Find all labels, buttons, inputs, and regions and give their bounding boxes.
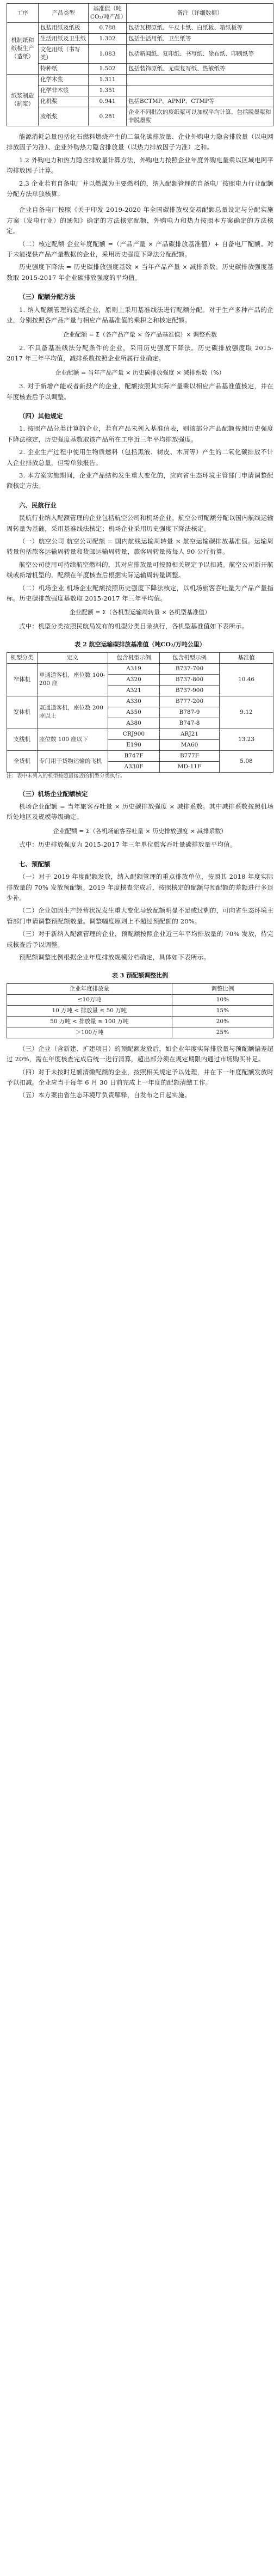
formula: 企业配额 = Σ（各机场旅客吞吐量 × 历史排放强度 × 减排系数） [53,827,227,835]
class-cell: 全货机 [7,750,38,772]
body-paragraph: （一）航空公司 航空公司配额 = 国内航线运输周转量 × 航空运输碳排放基准值。运输周转量包括旅客运输周转量和货邮运输周转量，旅客周转量按每人 90 公斤折算。 [7,537,273,556]
note-cell [127,75,273,85]
ratio-cell: 25% [172,1027,273,1038]
baseline-table [7,3,273,126]
note-cell: 包括生活用纸、卫生纸等 [127,34,273,45]
note-cell [127,85,273,96]
body-paragraph: （二）核定配额 企业年度配额 =（产品产量 × 产品碳排放基准值）+ 自备电厂配额。对于未能提供产品产量数据的企业，采用历史强度下降法分配配额。 [7,240,273,259]
value-cell: 1.311 [89,75,127,85]
body-paragraph: 1. 纳入配额管理的造纸企业，原则上采用基准线法进行配额分配。对于生产多种产品的企业，分别按照各产品产量与相应产品基准值的乘积之和核定配额。 [7,305,273,325]
table-row [7,696,273,707]
table-row [7,663,273,674]
table-header-row [7,983,273,994]
col-header-note: 备注（详细数据） [127,4,273,23]
section-heading: （三）机场企业配额核定 [19,790,88,798]
model-cell: A350 [108,707,160,718]
value-cell: 0.941 [89,96,127,107]
model-cell: B737-900 [160,685,220,696]
body-paragraph: 1.2 外购电力和热力隐含排放量计算方法，外购电力按照企业年度外购电量乘以区域电网平均排放因子计算。 [7,156,273,175]
note-cell: 包括新闻纸、复印纸、书写纸、涂布纸、印刷纸等 [127,45,273,64]
body-paragraph: 预配额调整比例根据企业年度排放规模分档确定，具体如下表所示。 [19,953,210,961]
table-row [7,1027,273,1038]
type-cell: 废纸浆 [39,107,89,126]
body-paragraph: 1. 按照产品分类计算的企业，若有产品未列入基准值表，则该部分产品配额按照历史强度下降法核定，历史强度基数取该产品所在工序近三年平均排放强度。 [7,425,273,443]
formula: 企业配额 = Σ（各机型运输周转量 × 各机型基准值） [69,609,211,616]
model-cell: B747F [108,750,160,761]
body-paragraph: （一）对于 2019 年度配额发放，纳入配额管理的重点排放单位，按照其 2018 年度实际排放量的 70% 发放预配额。2019 年度核查完成后，按照核定的配额与预配额的差额进行多退少补。 [7,873,273,902]
value-cell: 1.502 [89,64,127,75]
col-header-value: 基准值（吨CO₂/吨产品） [89,4,127,23]
def-cell: 座位数 100 座以下 [38,729,108,750]
table-row [7,34,273,45]
value-cell: 1.083 [89,45,127,64]
body-paragraph: 机场企业配额 = 当年旅客吞吐量 × 历史碳排放强度 × 减排系数。其中减排系数按照机场所处地区及规模等级确定。 [7,803,273,821]
value-cell: 5.08 [220,750,273,772]
class-cell: 支线机 [7,729,38,750]
ratio-cell: 15% [172,1005,273,1016]
formula: 企业配额 = Σ（各产品产量 × 各产品基准值）× 调整系数 [63,331,217,338]
note-cell: 企业不同批次的废纸浆可以加权平均计算，包括脱墨浆和非脱墨浆 [127,107,273,126]
type-cell: 文化用纸（书写类） [39,45,89,64]
body-paragraph: （三）对于新纳入配额管理的企业，预配额按照企业近三年平均排放量的 70% 发放，待完成核查后予以调整。 [7,930,273,949]
model-cell: A380 [108,718,160,729]
table-header-row [7,652,273,663]
table-row [7,23,273,34]
note-cell: 包括瓦楞原纸、牛皮卡纸、白纸板、箱纸板等 [127,23,273,34]
type-cell: 生活用纸及卫生纸 [39,34,89,45]
body-paragraph: （五）本方案由省生态环境厅负责解释，自发布之日起实施。 [19,1091,191,1099]
value-cell: 10.46 [220,663,273,696]
type-cell: 化学木浆 [39,75,89,85]
table-row [7,85,273,96]
body-paragraph: 能源消耗总量包括化石燃料燃烧产生的二氧化碳排放量、企业外购电力隐含排放量（以电网排放因子为准）、企业外购热力隐含排放量（以热力排放因子为准）之和。 [7,133,273,151]
body-paragraph: 航空公司使用可持续航空燃料的，其对应排放量可按照相关规定予以扣减。航空公司新开航线或新增机型的，配额在年度核查后根据实际运输周转量调整。 [7,560,273,579]
body-paragraph: 式中：机型分类按照民航局发布的机型分类目录执行，各机型基准值如下表所示。 [19,622,248,630]
adjustment-ratio-table [7,983,273,1038]
col-header-class: 机型分类 [7,652,38,663]
table-row [7,729,273,739]
section-heading: （四）其他规定 [19,412,63,420]
note-cell: 包括BCTMP、APMP、CTMP等 [127,96,273,107]
range-cell: ≤10万吨 [7,994,172,1005]
col-header-ratio: 调整比例 [172,983,273,994]
model-cell: B777-200 [160,696,220,707]
model-cell: CRJ900 [108,729,160,739]
type-cell: 化机浆 [39,96,89,107]
model-cell: B777F [160,750,220,761]
model-cell: B747-8 [160,718,220,729]
class-cell: 宽体机 [7,696,38,729]
table-row [7,750,273,761]
type-cell: 化学非木浆 [39,85,89,96]
def-cell: 单通道客机，座位数 100-200 座 [38,663,108,696]
table-row [7,107,273,126]
table-header-row [7,4,273,23]
process-cell: 机制纸和纸板生产（造纸） [7,23,39,75]
body-paragraph: 民航行业纳入配额管理的企业包括航空公司和机场企业。航空公司配额分配以国内航线运输周转量为基础，采用基准线法核定；机场企业采用历史强度下降法核定。 [7,514,273,533]
col-header-value: 基准值 [220,652,273,663]
range-cell: 50 万吨 < 排放量 ≤ 100 万吨 [7,1016,172,1027]
ratio-cell: 10% [172,994,273,1005]
col-header-model: 包含机型示例 [108,652,160,663]
model-cell: E190 [108,739,160,750]
type-cell: 包装用纸及纸板 [39,23,89,34]
col-header-range: 企业年度排放量 [7,983,172,994]
section-heading: 六、民航行业 [19,501,57,509]
col-header-model: 包含机型示例 [160,652,220,663]
note-cell: 包括装饰原纸、无碳复写纸、热敏纸等 [127,64,273,75]
model-cell: A330 [108,696,160,707]
aircraft-baseline-table [7,652,273,773]
table-caption: 表 3 预配额调整比例 [111,972,169,980]
section-heading: 七、预配额 [19,860,51,868]
table-row [7,1005,273,1016]
model-cell: B737-800 [160,674,220,685]
model-cell: MA60 [160,739,220,750]
value-cell: 1.351 [89,85,127,96]
body-paragraph: （二）机场企业 机场企业配额按照历史强度下降法核定，以机场旅客吞吐量为产品产量指标。历史碳排放强度基数取 2015-2017 年三年平均值。 [7,584,273,603]
model-cell: B787-9 [160,707,220,718]
body-paragraph: 式中：历史排放强度为 2015-2017 年三年单位旅客吞吐量碳排放量平均值。 [19,841,237,849]
table-row [7,1016,273,1027]
model-cell: MD-11F [160,761,220,772]
body-paragraph: 3. 对于新增产能或者新投产的企业，配额按照其实际产量乘以相应产品基准值核定，并在年度核查后予以调整。 [7,382,273,401]
body-paragraph: 企业自备电厂按照《关于印发 2019-2020 年全国碳排放权交易配额总量设定与分配实施方案（发电行业）的通知》确定的方法核定配额，外购电力和热力按照本方案确定的方法核定。 [7,206,273,235]
def-cell: 双通道客机，座位数 200 座以上 [38,696,108,729]
col-header-process: 工序 [7,4,39,23]
model-cell: A320 [108,674,160,685]
col-header-type: 产品类型 [39,4,89,23]
range-cell: 10 万吨 < 排放量 ≤ 50 万吨 [7,1005,172,1016]
def-cell: 专门用于货物运输的飞机 [38,750,108,772]
formula: 企业配额 = 当年产品产量 × 历史碳排放强度 × 减排系数（%） [55,369,225,376]
table-row [7,75,273,85]
type-cell: 特种纸 [39,64,89,75]
range-cell: ＞100万吨 [7,1027,172,1038]
table-row [7,64,273,75]
class-cell: 窄体机 [7,663,38,696]
body-paragraph: （二）企业如因生产经营状况发生重大变化导致配额明显不足或过剩的，可向省生态环境主管部门申请调整预配额数量。调整幅度原则上不超过预配额的 20%。 [7,907,273,925]
model-cell: A321 [108,685,160,696]
body-paragraph: 2. 不具备基准线法分配条件的企业，采用历史强度下降法。历史碳排放强度取 2015-2017 年三年平均值，减排系数按照企业所属行业确定。 [7,344,273,363]
table-row [7,96,273,107]
body-paragraph: （三）企业（含新建、扩建项目）的预配额发放后，如企业年度实际排放量与预配额偏差超过 20%，需在年度核查完成后统一进行清算，超出部分须在规定期限内通过市场购买补足。 [7,1044,273,1063]
model-cell: A330F [108,761,160,772]
value-cell: 1.302 [89,34,127,45]
body-paragraph: 2. 企业生产过程中使用生物质燃料（包括黑液、树皮、木屑等）产生的二氧化碳排放不计入企业排放总量，但需单独报告。 [7,448,273,467]
model-cell: A319 [108,663,160,674]
table-row [7,994,273,1005]
table-note: 注：表中未列入的机型按照最接近的机型分类执行。 [7,773,126,779]
body-paragraph: （四）对于未按时足额清缴配额的企业，按照相关规定予以处理，并在下一年度配额发放时予以扣减。企业应当于每年 6 月 30 日前完成上一年度的配额清缴工作。 [7,1068,273,1086]
process-cell: 纸浆制造（制浆） [7,75,39,126]
value-cell: 0.788 [89,23,127,34]
body-paragraph: 3. 本方案实施期间，企业产品结构发生重大变化的，应向省生态环境主管部门申请调整配额核定方法。 [7,471,273,490]
value-cell: 0.281 [89,107,127,126]
value-cell: 9.12 [220,696,273,729]
col-header-def: 定义 [38,652,108,663]
table-row [7,45,273,64]
body-paragraph: 历史强度下降法 = 历史碳排放强度基数 × 当年产品产量 × 减排系数。历史碳排放强度基数取 2015-2017 年企业碳排放强度的平均值。 [7,263,273,282]
table-caption: 表 2 航空运输碳排放基准值（吨CO₂/万吨公里） [74,641,206,648]
model-cell: ARJ21 [160,729,220,739]
section-heading: （三）配额分配方法 [19,293,76,301]
body-paragraph: 2.3 企业若有自备电厂并以燃煤为主要燃料的，纳入配额管理的自备电厂按照电力行业配额分配方法单独核算。 [7,179,273,198]
ratio-cell: 20% [172,1016,273,1027]
model-cell: B737-700 [160,663,220,674]
value-cell: 13.23 [220,729,273,750]
